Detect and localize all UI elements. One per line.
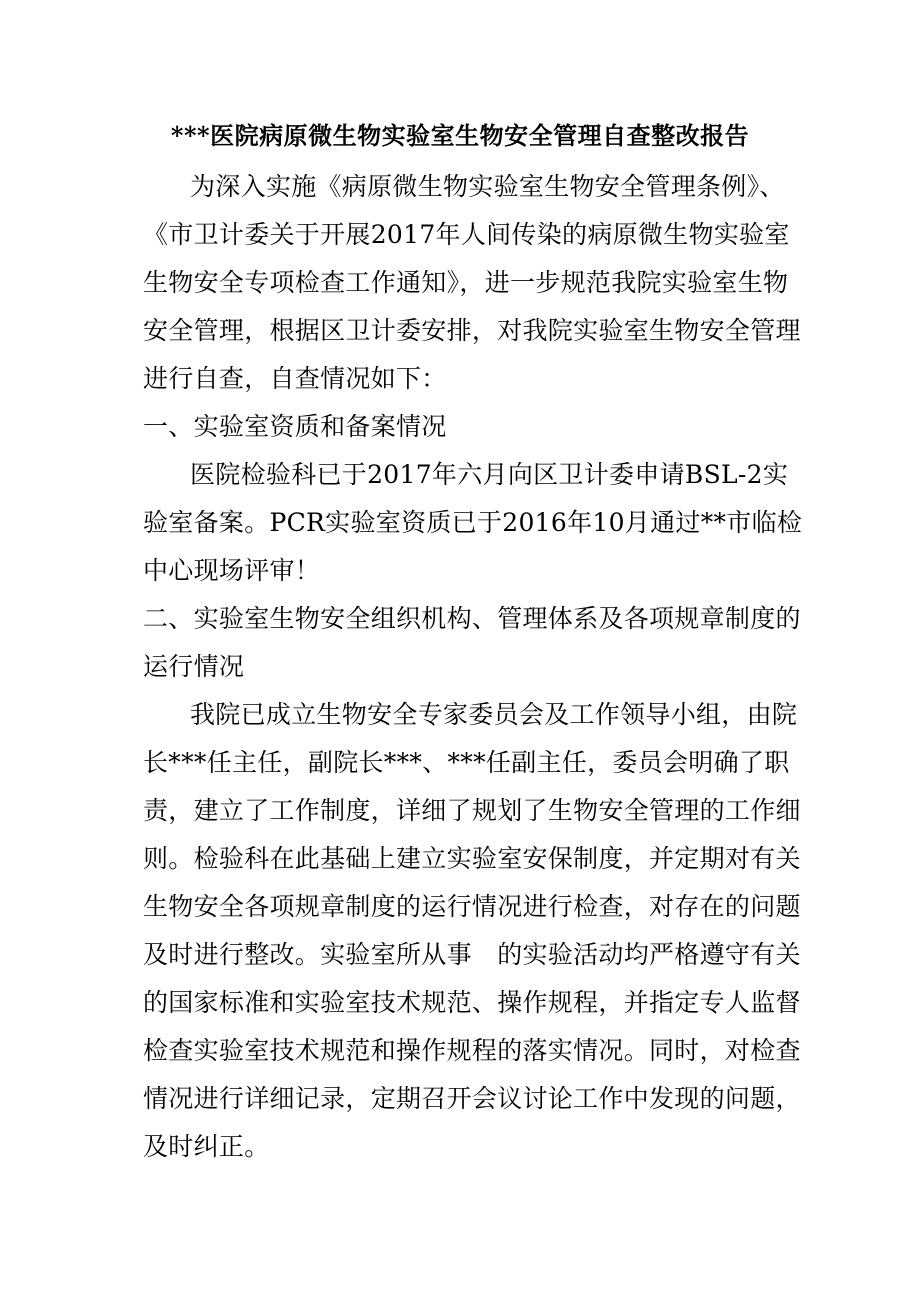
section2-line-8: 检查实验室技术规范和操作规程的落实情况。同时，对检查: [143, 1036, 801, 1065]
section2-heading-line-2: 运行情况: [143, 652, 245, 681]
section2-line-3: 责，建立了工作制度，详细了规划了生物安全管理的工作细: [143, 796, 801, 825]
section2-line-10: 及时纠正。: [143, 1132, 270, 1161]
section1-line-1: 医院检验科已于2017年六月向区卫计委申请BSL-2实: [190, 460, 789, 489]
intro-line-4: 安全管理，根据区卫计委安排，对我院实验室生物安全管理: [143, 316, 801, 345]
section2-heading-line-1: 二、实验室生物安全组织机构、管理体系及各项规章制度的: [143, 604, 801, 633]
section2-line-6: 及时进行整改。实验室所从事 的实验活动均严格遵守有关: [143, 940, 801, 969]
section2-line-9: 情况进行详细记录，定期召开会议讨论工作中发现的问题，: [143, 1084, 801, 1113]
intro-line-3: 生物安全专项检查工作通知》，进一步规范我院实验室生物: [143, 268, 789, 297]
section2-line-7: 的国家标准和实验室技术规范、操作规程，并指定专人监督: [143, 988, 801, 1017]
section1-line-2: 验室备案。PCR实验室资质已于2016年10月通过**市临检: [143, 508, 803, 537]
section2-line-5: 生物安全各项规章制度的运行情况进行检查，对存在的问题: [143, 892, 801, 921]
section1-heading: 一、实验室资质和备案情况: [143, 412, 447, 441]
intro-line-5: 进行自查，自查情况如下：: [143, 364, 447, 393]
intro-line-2: 《市卫计委关于开展2017年人间传染的病原微生物实验室: [143, 220, 790, 249]
document-title: ***医院病原微生物实验室生物安全管理自查整改报告: [170, 121, 750, 150]
section2-line-1: 我院已成立生物安全专家委员会及工作领导小组，由院: [190, 700, 798, 729]
section2-line-2: 长***任主任，副院长***、***任副主任，委员会明确了职: [143, 748, 790, 777]
intro-line-1: 为深入实施《病原微生物实验室生物安全管理条例》、: [190, 172, 785, 201]
section2-line-4: 则。检验科在此基础上建立实验室安保制度，并定期对有关: [143, 844, 801, 873]
section1-line-3: 中心现场评审！: [143, 556, 321, 585]
